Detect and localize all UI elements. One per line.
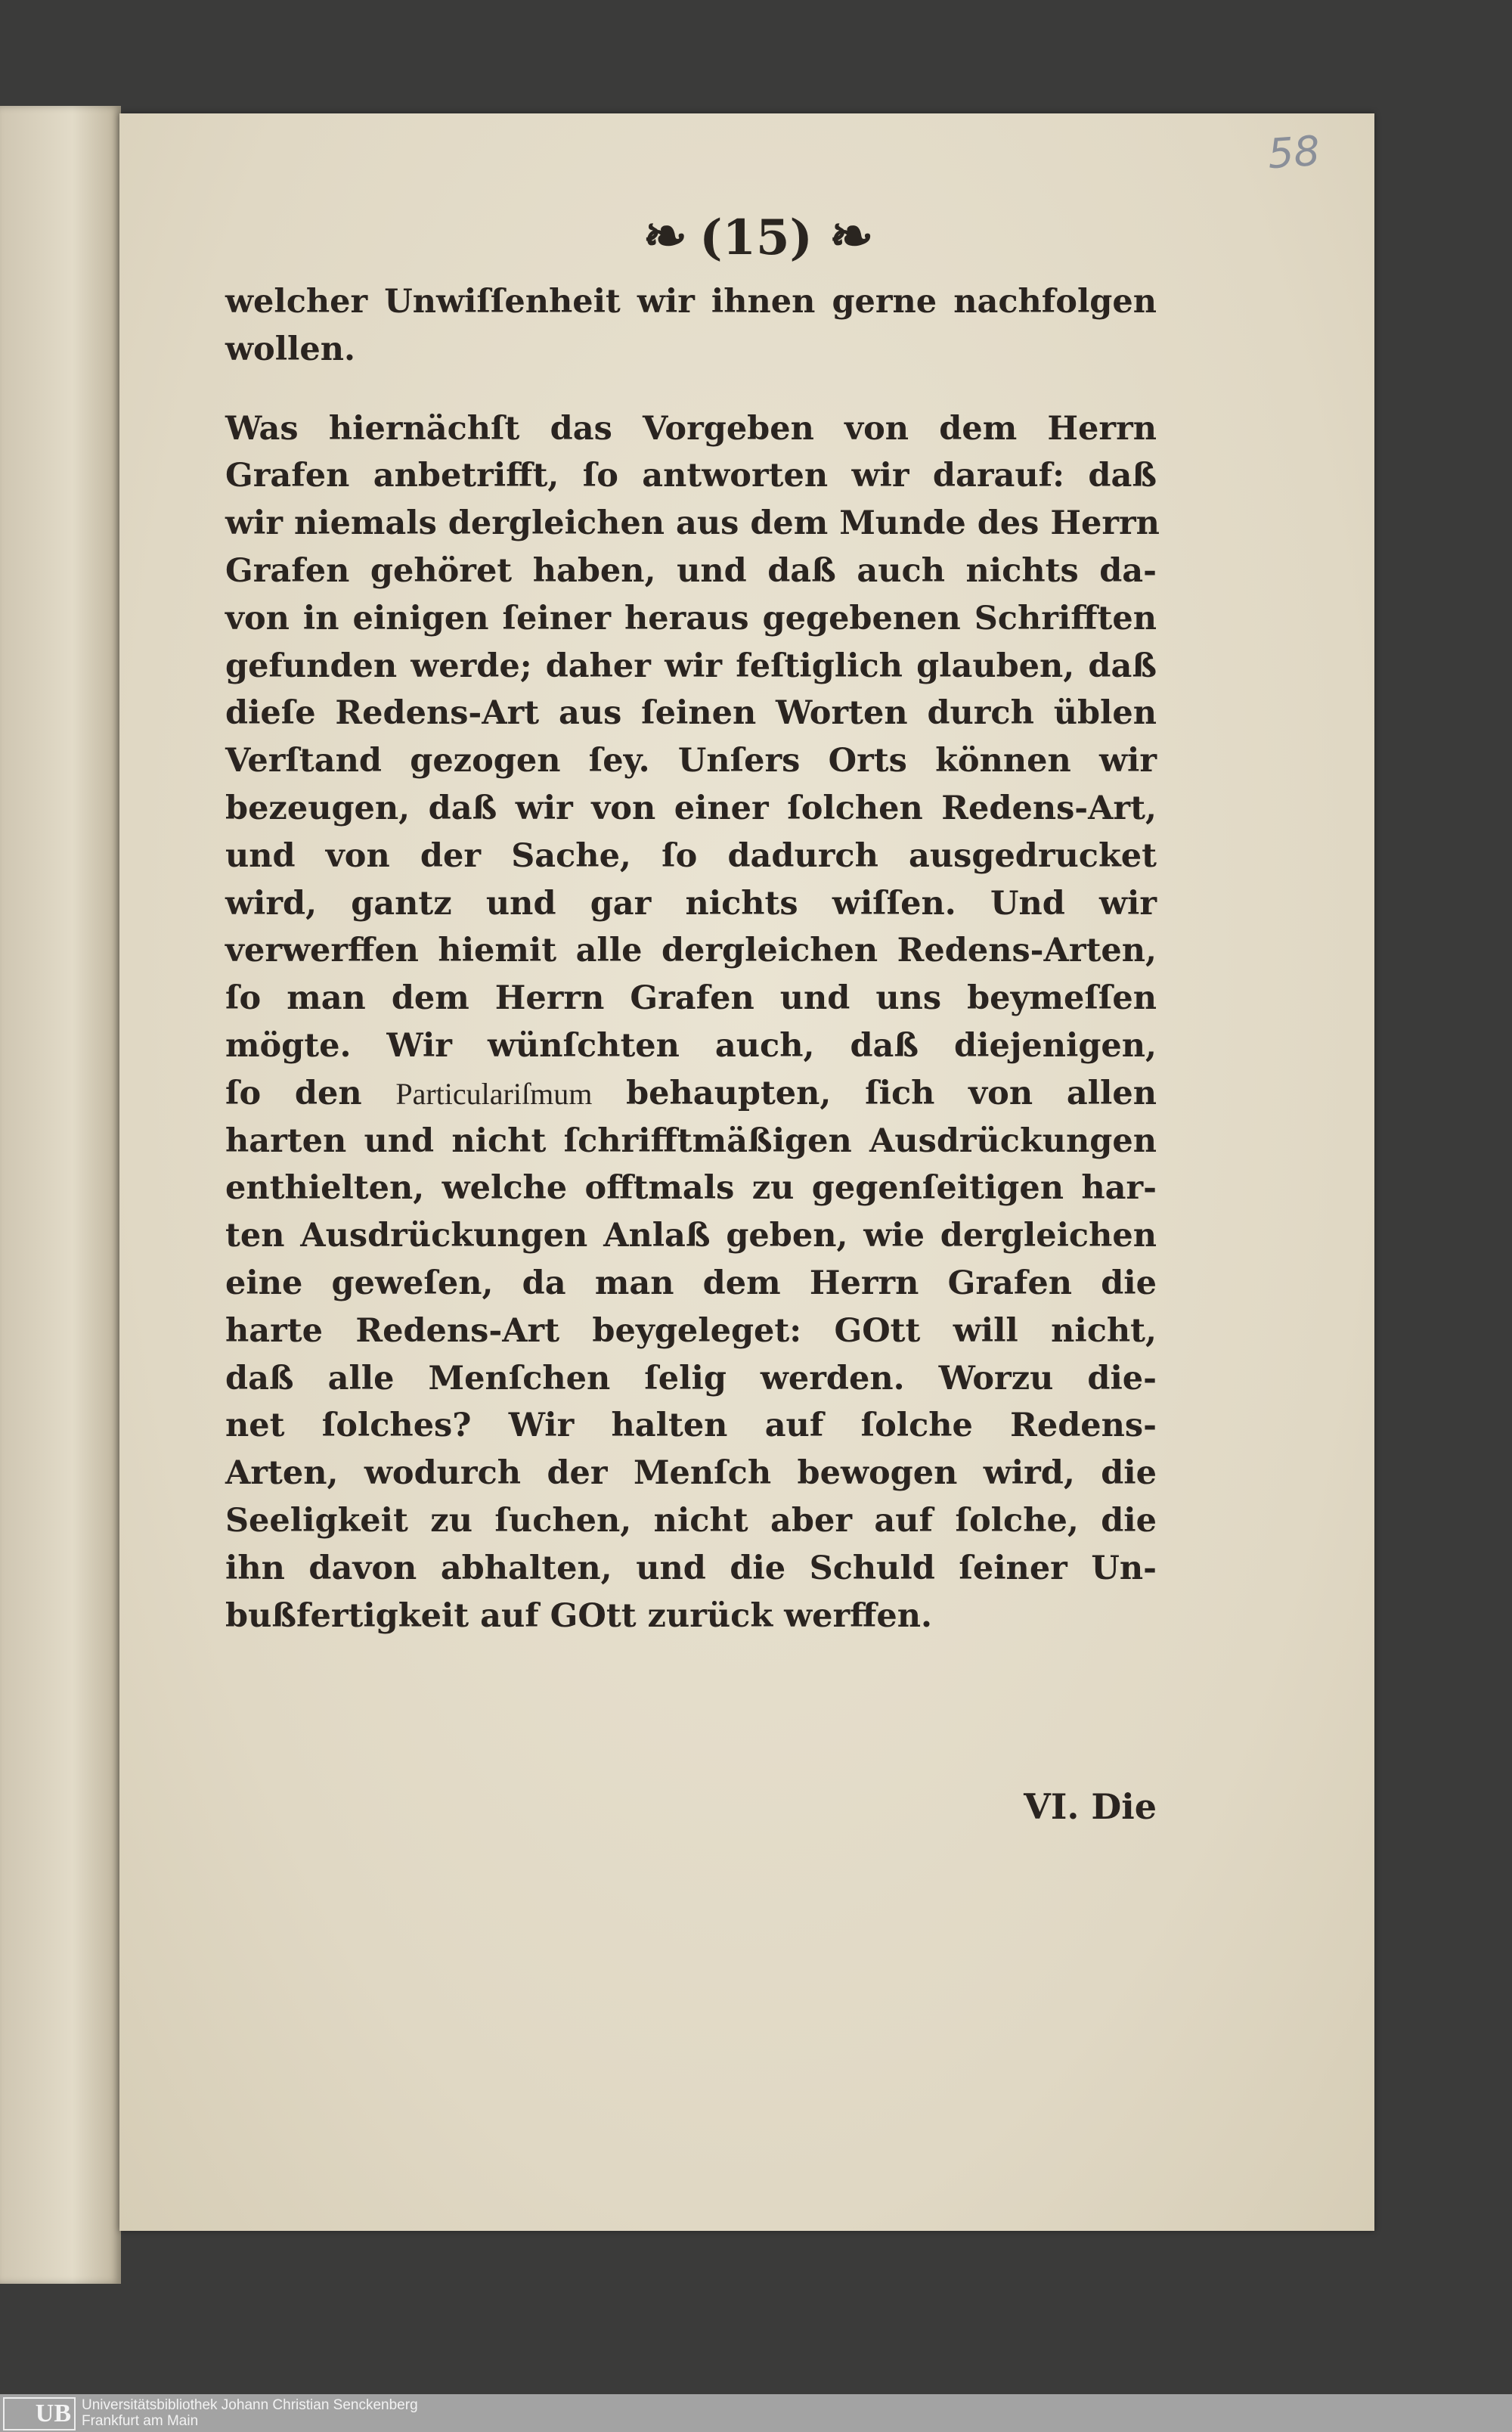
running-head bbox=[0, 204, 1512, 267]
text-line: und von der Sache, ſo dadurch ausgedrucket bbox=[225, 836, 1157, 875]
ornament-icon: ❧ bbox=[643, 204, 683, 267]
text-line bbox=[225, 1070, 1157, 1118]
facing-page-edge bbox=[0, 106, 121, 2284]
library-name: Universitätsbibliothek Johann Christian Senckenberg bbox=[82, 2397, 418, 2413]
text-line: harte Redens-Art beygeleget: GOtt will nicht, bbox=[225, 1311, 1157, 1350]
text-segment: behaupten, ſich von allen bbox=[626, 1074, 1157, 1112]
text-line: bußfertigkeit auf GOtt zurück werffen. bbox=[225, 1596, 933, 1635]
library-city: Frankfurt am Main bbox=[82, 2413, 199, 2429]
text-line: ſo man dem Herrn Grafen und uns beymeſſen bbox=[225, 979, 1157, 1018]
body-text bbox=[225, 278, 1160, 1639]
text-line: bezeugen, daß wir von einer ſolchen Redens-Art, bbox=[225, 789, 1157, 827]
latin-term: Particulariſmum bbox=[395, 1076, 593, 1111]
page-number: (15) bbox=[699, 209, 813, 266]
text-line: ten Ausdrückungen Anlaß geben, wie dergleichen bbox=[225, 1217, 1157, 1255]
footer-credit bbox=[82, 2397, 418, 2429]
text-line: wird, gantz und gar nichts wiſſen. Und wir bbox=[225, 884, 1157, 923]
text-line: ihn davon abhalten, und die Schuld ſeiner Un- bbox=[225, 1549, 1157, 1587]
text-line: gefunden werde; daher wir feſtiglich glauben, daß bbox=[225, 647, 1157, 685]
text-line: eine geweſen, da man dem Herrn Grafen die bbox=[225, 1264, 1157, 1302]
text-line: dieſe Redens-Art aus ſeinen Worten durch üblen bbox=[225, 694, 1157, 733]
library-logo: UB bbox=[3, 2397, 76, 2430]
text-line: net ſolches? Wir halten auf ſolche Redens- bbox=[225, 1407, 1157, 1445]
ornament-icon: ❧ bbox=[829, 204, 869, 267]
text-line: Grafen anbetrifft, ſo antworten wir darauf: daß bbox=[225, 457, 1157, 495]
text-line: verwerffen hiemit alle dergleichen Redens-Arten, bbox=[225, 932, 1157, 970]
text-line: Arten, wodurch der Menſch bewogen wird, die bbox=[225, 1454, 1157, 1493]
handwritten-folio-number: 58 bbox=[1266, 126, 1321, 178]
text-line: enthielten, welche offtmals zu gegenſeitigen har- bbox=[225, 1169, 1157, 1208]
text-line: wir niemals dergleichen aus dem Munde des Herrn bbox=[225, 504, 1160, 543]
text-segment: ſo den bbox=[225, 1074, 362, 1112]
text-line: Verſtand gezogen ſey. Unſers Orts können wir bbox=[225, 742, 1157, 780]
text-line: harten und nicht ſchrifftmäßigen Ausdrückungen bbox=[225, 1121, 1157, 1160]
catchword: VI. Die bbox=[1024, 1786, 1157, 1827]
text-line: welcher Unwiſſenheit wir ihnen gerne nachfolgen bbox=[225, 283, 1157, 321]
text-line: wollen. bbox=[225, 330, 355, 368]
text-line: von in einigen ſeiner heraus gegebenen Schrifften bbox=[225, 599, 1157, 637]
text-line: Seeligkeit zu ſuchen, nicht aber auf ſolche, die bbox=[225, 1501, 1157, 1540]
text-line: Grafen gehöret haben, und daß auch nichts da- bbox=[225, 551, 1157, 590]
text-line: daß alle Menſchen ſelig werden. Worzu die- bbox=[225, 1359, 1157, 1397]
text-line: mögte. Wir wünſchten auch, daß diejenigen, bbox=[225, 1026, 1157, 1065]
text-line: Was hiernächſt das Vorgeben von dem Herrn bbox=[225, 409, 1157, 448]
